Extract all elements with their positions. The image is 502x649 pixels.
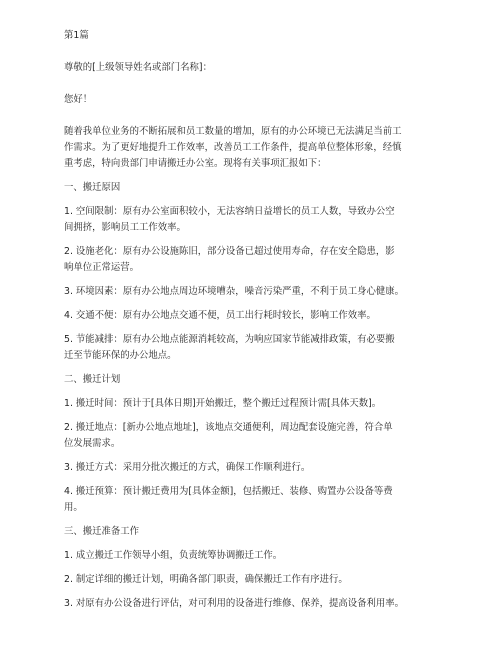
list-item-line: 迁至节能环保的办公地点。: [64, 350, 177, 361]
intro-line: 随着我单位业务的不断拓展和员工数量的增加，原有的办公环境已无法满足当前工: [64, 126, 402, 137]
section-heading: 一、搬迁原因: [64, 182, 121, 193]
list-item-line: 1. 空间限制：原有办公室面积较小，无法容纳日益增长的员工人数，导致办公空: [64, 206, 395, 217]
list-item-line: 3. 搬迁方式：采用分批次搬迁的方式，确保工作顺利进行。: [64, 462, 311, 473]
list-item-line: 3. 对原有办公设备进行评估，对可利用的设备进行维修、保养，提高设备利用率。: [64, 598, 405, 609]
list-item-line: 4. 交通不便：原有办公地点交通不便，员工出行耗时较长，影响工作效率。: [64, 310, 376, 321]
section-heading: 二、搬迁计划: [64, 374, 121, 385]
list-item-line: 1. 搬迁时间：预计于[具体日期]开始搬迁，整个搬迁过程预计需[具体天数]。: [64, 398, 382, 409]
list-item-line: 4. 搬迁预算：预计搬迁费用为[具体金额]，包括搬迁、装修、购置办公设备等费: [64, 486, 393, 497]
intro-line: 重考虑，特向贵部门申请搬迁办公室。现将有关事项汇报如下：: [64, 158, 327, 169]
salutation: 尊敬的[上级领导姓名或部门名称]：: [64, 62, 212, 73]
list-item-line: 2. 设施老化：原有办公设施陈旧，部分设备已超过使用寿命，存在安全隐患，影: [64, 246, 395, 257]
list-item-line: 1. 成立搬迁工作领导小组，负责统筹协调搬迁工作。: [64, 550, 283, 561]
list-item-line: 3. 环境因素：原有办公地点周边环境嘈杂，噪音污染严重，不利于员工身心健康。: [64, 286, 405, 297]
list-item-line: 5. 节能减排：原有办公地点能源消耗较高，为响应国家节能减排政策，有必要搬: [64, 334, 395, 345]
list-item-line: 2. 制定详细的搬迁计划，明确各部门职责，确保搬迁工作有序进行。: [64, 574, 348, 585]
list-item-line: 间拥挤，影响员工工作效率。: [64, 222, 186, 233]
list-item-line: 响单位正常运营。: [64, 262, 140, 273]
list-item-line: 用。: [64, 502, 83, 513]
greeting: 您好！: [64, 94, 93, 105]
intro-line: 作需求。为了更好地提升工作效率，改善员工工作条件，提高单位整体形象，经慎: [64, 142, 402, 153]
list-item-line: 位发展需求。: [64, 438, 121, 449]
list-item-line: 2. 搬迁地点：[新办公地点地址]，该地点交通便利，周边配套设施完善，符合单: [64, 422, 393, 433]
section-heading: 三、搬迁准备工作: [64, 526, 140, 537]
doc-title: 第1篇: [64, 30, 89, 41]
